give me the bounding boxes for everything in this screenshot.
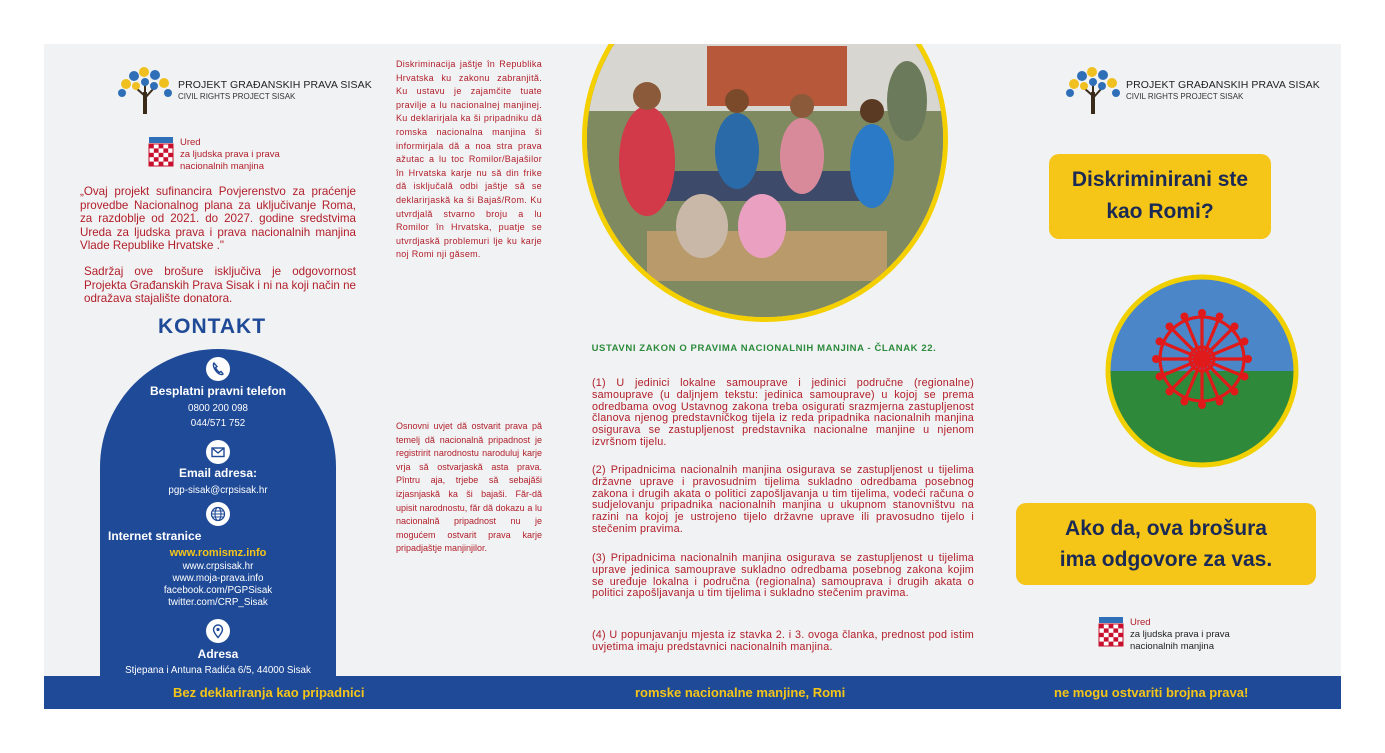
footer-text-right: ne mogu ostvariti brojna prava! <box>1054 685 1249 700</box>
ured-line-1: Ured <box>1130 617 1151 628</box>
email-heading: Email adresa: <box>178 466 258 480</box>
panel-cover <box>980 44 1341 676</box>
law-paragraph-4: (4) U popunjavanju mjesta iz stavka 2. i 3. ovoga članka, prednost pod istim uvjetima imaju predstavnici nacionalnih manjina. <box>592 629 974 653</box>
email-icon <box>206 440 230 464</box>
ured-line-1: Ured <box>180 137 201 148</box>
funding-statement: „Ovaj projekt sufinancira Povjerenstvo za praćenje provedbe Nacionalnog plana za uključivanje Roma, za razdoblje od 2021. do 2027. godine sredstvima Ureda za ljudska prava i prava nacionalnih manjina Vlade Republike Hrvatske ." <box>80 185 356 252</box>
tree-logo-icon <box>1062 66 1124 116</box>
answer-line-1: Ako da, ova brošura <box>1065 517 1267 540</box>
phone-heading: Besplatni pravni telefon <box>149 384 287 398</box>
phone-icon <box>206 357 230 381</box>
ured-logo-cover <box>1098 617 1230 653</box>
logo-title: PROJEKT GRAĐANSKIH PRAVA SISAK <box>178 79 372 91</box>
ured-line-3: nacionalnih manjina <box>180 161 264 172</box>
roma-flag-icon <box>1104 273 1300 469</box>
logo-subtitle: CIVIL RIGHTS PROJECT SISAK <box>1126 92 1244 101</box>
ured-logo <box>148 137 280 173</box>
web-link-moja-prava[interactable]: www.moja-prava.info <box>172 573 264 584</box>
kontakt-title: KONTAKT <box>157 315 267 338</box>
email-address[interactable]: pgp-sisak@crpsisak.hr <box>168 485 268 496</box>
facebook-link[interactable]: facebook.com/PGPSisak <box>163 585 273 596</box>
web-link-crpsisak[interactable]: www.crpsisak.hr <box>182 561 254 572</box>
tree-logo-icon <box>114 66 176 116</box>
contact-arch <box>100 349 336 679</box>
law-paragraph-1: (1) U jedinici lokalne samouprave i jedinici područne (regionalne) samouprave (u daljnjem tekstu: jedinica samouprave) u kojoj se prema odredbama ovog Ustavnog zakona treba osigurati srazmjerna zastupljenost članova njenog predstavničkog tijela iz reda pripadnika nacionalnih manjina osigurava se zastupljenost predstavnika nacionalne manjine u njenom izvršnom tijelu. <box>592 377 974 448</box>
twitter-link[interactable]: twitter.com/CRP_Sisak <box>168 597 268 608</box>
panel-contact <box>44 44 380 676</box>
law-paragraph-2: (2) Pripadnicima nacionalnih manjina osigurava se zastupljenost u tijelima državne uprave i pravosudnim tijelima sukladno odredbama posebnog zakona i drugih akata o politici zapošljavanja u tim tijelima, vodeći računa o sudjelovanju pripadnika nacionalnih manjina u ukupnom stanovništvu na razini na kojoj je ustrojeno tijelo državne uprave ili pravosudno tijelo i stečenim pravima. <box>592 464 974 535</box>
answer-box <box>1016 503 1316 585</box>
question-line-2: kao Romi? <box>1106 200 1214 223</box>
photo-illustration <box>587 44 943 317</box>
footer-text-left: Bez deklariranja kao pripadnici <box>173 685 365 700</box>
logo-subtitle: CIVIL RIGHTS PROJECT SISAK <box>178 92 296 101</box>
web-heading: Internet stranice <box>108 529 202 543</box>
address-heading: Adresa <box>197 647 239 661</box>
web-link-romismz[interactable]: www.romismz.info <box>169 547 267 559</box>
crp-logo <box>114 66 372 116</box>
croatian-crest-icon <box>148 137 174 171</box>
disclaimer-text: Sadržaj ove brošure isključiva je odgovornost Projekta Građanskih Prava Sisak i ni na koji način ne odražava stajalište donatora. <box>84 265 356 305</box>
address-text: Stjepana i Antuna Radića 6/5, 44000 Sisak <box>125 665 311 676</box>
logo-title: PROJEKT GRAĐANSKIH PRAVA SISAK <box>1126 79 1320 91</box>
bajasi-paragraph-2: Osnovni uvjet dă ostvarit prava pă temelj dă nacionalnă pripadnost je registririt narodnostu naroduluj karje vrja să ostvarjaskă asta prava. Pîntru aja, trjebe să sebajăši izjasnjaskă ka ši bajaši. Făr-dă upisit narodnostu, făr dă dokazu a lu nacionalnă pripadnost nu je mogućem ostvarit prava karje pripadjaštje manjinjilor. <box>396 421 542 554</box>
question-line-1: Diskriminirani ste <box>1071 168 1249 191</box>
ured-line-3: nacionalnih manjina <box>1130 641 1214 652</box>
law-paragraph-3: (3) Pripadnicima nacionalnih manjina osigurava se zastupljenost u tijelima uprave jedinica samouprave sukladno odredbama posebnog zakona kojim se uređuje lokalna i područna (regionalna) samouprava i drugih akata o politici zapošljavanja u tim tijelima i sukladno stečenim pravima. <box>592 552 974 600</box>
globe-icon <box>206 502 230 526</box>
footer-text-center: romske nacionalne manjine, Romi <box>635 685 846 700</box>
panel-law <box>548 44 980 676</box>
answer-line-2: ima odgovore za vas. <box>1059 548 1273 571</box>
croatian-crest-icon <box>1098 617 1124 651</box>
phone-number-1[interactable]: 0800 200 098 <box>188 403 248 414</box>
crp-logo-cover <box>1062 66 1320 116</box>
location-pin-icon <box>206 619 230 643</box>
brochure-sheet <box>44 44 1341 709</box>
panel-bajasi-text <box>380 44 548 676</box>
phone-number-2[interactable]: 044/571 752 <box>190 418 246 429</box>
question-box <box>1049 154 1271 239</box>
law-title: USTAVNI ZAKON O PRAVIMA NACIONALNIH MANJINA - ČLANAK 22. <box>591 343 937 354</box>
ured-line-2: za ljudska prava i prava <box>180 149 280 160</box>
community-photo <box>582 44 948 322</box>
bajasi-paragraph-1: Diskriminacija jaštje în Republika Hrvatska ku zakonu zabranjită. Ku ustavu je zajamčite tuate pravilje a lu nacionalnej manjinej. Ku deklarirjala ka ši pripadniku dă romska nacionalna manjina ši informirjala dă a noa stra prava ažutac a lu toc Romilor/Bajašilor în Hrvatska karje nu să din frike dă isključală odbi jaštje să se deklarirjaskă ka ši Bajaš/Rom. Ku utvrdjală stvarno broju a lu Romilor în Hrvatska, puatje se utvrdjaskă problemuri lje ku karje noj Romi nji găsem. <box>396 59 542 260</box>
footer-banner <box>44 676 1341 709</box>
ured-line-2: za ljudska prava i prava <box>1130 629 1230 640</box>
